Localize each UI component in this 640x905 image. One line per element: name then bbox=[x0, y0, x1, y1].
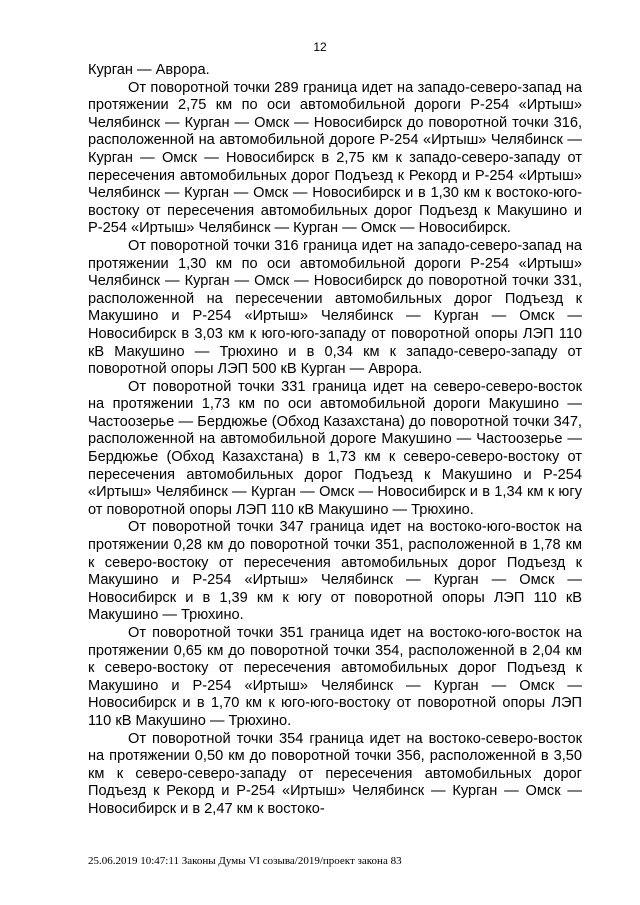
paragraph: От поворотной точки 347 граница идет на востоко-юго-восток на протяжении 0,28 км до поворотной точки 351, расположенной в 1,78 км к северо-востоку от пересечения автомобильных дорог Подъезд к Макушино и Р-254 «Иртыш» Челябинск — Курган — Омск — Новосибирск и в 1,39 км к югу от поворотной опоры ЛЭП 110 кВ Макушино — Трюхино. bbox=[88, 519, 582, 624]
paragraph: От поворотной точки 354 граница идет на востоко-северо-восток на протяжении 0,50 км до поворотной точки 356, расположенной в 3,50 км к северо-северо-западу от пересечения автомобильных дорог Подъезд к Рекорд и Р-254 «Иртыш» Челябинск — Курган — Омск — Новосибирск и в 2,47 км к востоко- bbox=[88, 730, 582, 817]
paragraph: От поворотной точки 351 граница идет на востоко-юго-восток на протяжении 0,65 км до поворотной точки 354, расположенной в 2,04 км к северо-востоку от пересечения автомобильных дорог Подъезд к Макушино и Р-254 «Иртыш» Челябинск — Курган — Омск — Новосибирск и в 1,70 км к юго-юго-востоку от поворотной опоры ЛЭП 110 кВ Макушино — Трюхино. bbox=[88, 625, 582, 729]
paragraph: От поворотной точки 316 граница идет на западо-северо-запад на протяжении 1,30 км по оси автомобильной дороги Р-254 «Иртыш» Челябинск — Курган — Омск — Новосибирск до поворотной точки 331, расположенной на пересечении автомобильных дорог Подъезд к Макушино и Р-254 «Иртыш» Челябинск — Курган — Омск — Новосибирск в 3,03 км к юго-юго-западу от поворотной опоры ЛЭП 110 кВ Макушино — Трюхино и в 0,34 км к западо-северо-западу от поворотной опоры ЛЭП 500 кВ Курган — Аврора. bbox=[88, 237, 582, 378]
paragraph: От поворотной точки 289 граница идет на западо-северо-запад на протяжении 2,75 км по оси автомобильной дороги Р-254 «Иртыш» Челябинск — Курган — Омск — Новосибирск до поворотной точки 316, расположенной на автомобильной дороге Р-254 «Иртыш» Челябинск — Курган — Омск — Новосибирск в 2,75 км к западо-северо-западу от пересечения автомобильных дорог Подъезд к Рекорд и Р-254 «Иртыш» Челябинск — Курган — Омск — Новосибирск и в 1,30 км к востоко-юго-востоку от пересечения автомобильных дорог Подъезд к Макушино и Р-254 «Иртыш» Челябинск — Курган — Омск — Новосибирск. bbox=[88, 79, 582, 237]
paragraph: От поворотной точки 331 граница идет на северо-северо-восток на протяжении 1,73 км по оси автомобильной дороги Макушино — Частоозерье — Бердюжье (Обход Казахстана) до поворотной точки 347, расположенной на автомобильной дороге Макушино — Частоозерье — Бердюжье (Обход Казахстана) в 1,73 км к северо-северо-востоку от пересечения автомобильных дорог Подъезд к Макушино и Р-254 «Иртыш» Челябинск — Курган — Омск — Новосибирск и в 1,34 км к югу от поворотной опоры ЛЭП 110 кВ Макушино — Трюхино. bbox=[88, 378, 582, 518]
page-number: 12 bbox=[313, 40, 327, 54]
paragraph-continuation: Курган — Аврора. bbox=[88, 62, 210, 78]
body-text bbox=[88, 62, 582, 819]
document-footer: 25.06.2019 10:47:11 Законы Думы VI созыва/2019/проект закона 83 bbox=[88, 855, 402, 867]
